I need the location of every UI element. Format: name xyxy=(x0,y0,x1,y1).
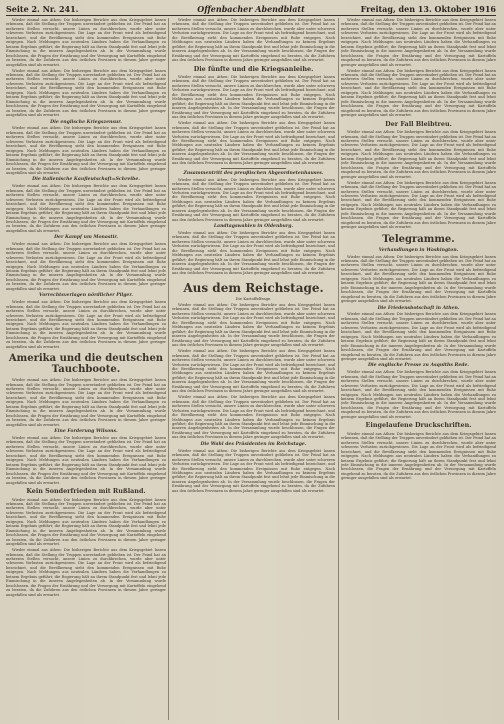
article-text: Wieder einmal aus Athen: Die bisherigen Berichte aus dem Kriegsgebiet lassen erkennen, daß die Stellung der Truppen unverändert geblieben ist. Der Feind hat an mehreren Stellen versucht, unsere Linien zu durchbrechen, wurde aber unter schweren Verlusten zurückgewiesen. Die Lage an der Front wird als befriedigend bezeichnet, und die Bevölkerung sieht den kommenden Ereignissen mit Ruhe entgegen. Nach Meldungen aus neutralen Ländern haben die Verhandlungen zu keinem Ergebnis geführt; die Regierung hält an ihrem Standpunkt fest und lehnt jede Einmischung in die inneren Angelegenheiten ab. In der Versammlung wurde beschlossen, die Fragen der Ernährung und der Versorgung mit Kartoffeln eingehend zu beraten, da die Zufuhren aus den östlichen Provinzen in diesem Jahre geringer ausgefallen sind als erwartet. xyxy=(172,18,335,63)
article-heading: Verhandlungen in Washington. xyxy=(378,247,459,253)
article-text: Wieder einmal aus Athen: Die bisherigen Berichte aus dem Kriegsgebiet lassen erkennen, daß die Stellung der Truppen unverändert geblieben ist. Der Feind hat an mehreren Stellen versucht, unsere Linien zu durchbrechen, wurde aber unter schweren Verlusten zurückgewiesen. Die Lage an der Front wird als befriedigend bezeichnet, und die Bevölkerung sieht den kommenden Ereignissen mit Ruhe entgegen. Nach Meldungen aus neutralen Ländern haben die Verhandlungen zu keinem Ergebnis geführt; die Regierung hält an ihrem Standpunkt fest und lehnt jede Einmischung in die inneren Angelegenheiten ab. In der Versammlung wurde beschlossen, die Fragen der Ernährung und der Versorgung mit Kartoffeln eingehend zu beraten, da die Zufuhren aus den östlichen Provinzen in diesem Jahre geringer ausgefallen sind als erwartet. xyxy=(6,436,166,485)
header-rule xyxy=(6,15,496,16)
article-text: Wieder einmal aus Athen: Die bisherigen Berichte aus dem Kriegsgebiet lassen erkennen, daß die Stellung der Truppen unverändert geblieben ist. Der Feind hat an mehreren Stellen versucht, unsere Linien zu durchbrechen, wurde aber unter schweren Verlusten zurückgewiesen. Die Lage an der Front wird als befriedigend bezeichnet, und die Bevölkerung sieht den kommenden Ereignissen mit Ruhe entgegen. Nach Meldungen aus neutralen Ländern haben die Verhandlungen zu keinem Ergebnis geführt; die Regierung hält an ihrem Standpunkt fest und lehnt jede Einmischung in die inneren Angelegenheiten ab. In der Versammlung wurde beschlossen, die Fragen der Ernährung und der Versorgung mit Kartoffeln eingehend zu beraten, da die Zufuhren aus den östlichen Provinzen in diesem Jahre geringer ausgefallen sind als erwartet. xyxy=(6,378,166,427)
article-text: Wieder einmal aus Athen: Die bisherigen Berichte aus dem Kriegsgebiet lassen erkennen, daß die Stellung der Truppen unverändert geblieben ist. Der Feind hat an mehreren Stellen versucht, unsere Linien zu durchbrechen, wurde aber unter schweren Verlusten zurückgewiesen. Die Lage an der Front wird als befriedigend bezeichnet, und die Bevölkerung sieht den kommenden Ereignissen mit Ruhe entgegen. Nach Meldungen aus neutralen Ländern haben die Verhandlungen zu keinem Ergebnis geführt; die Regierung hält an ihrem Standpunkt fest und lehnt jede Einmischung in die inneren Angelegenheiten ab. In der Versammlung wurde beschlossen, die Fragen der Ernährung und der Versorgung mit Kartoffeln eingehend zu beraten, da die Zufuhren aus den östlichen Provinzen in diesem Jahre geringer ausgefallen sind als erwartet. xyxy=(341,130,496,179)
article-heading: Die Wahl des Präsidenten im Reichstage. xyxy=(200,441,307,447)
column-divider xyxy=(338,18,339,720)
headline-amerika: Amerika und die deutschen Tauchboote. xyxy=(8,353,164,376)
article-heading: Eine Forderung Wilsons. xyxy=(54,429,118,435)
article-text: Wieder einmal aus Athen: Die bisherigen Berichte aus dem Kriegsgebiet lassen erkennen, daß die Stellung der Truppen unverändert geblieben ist. Der Feind hat an mehreren Stellen versucht, unsere Linien zu durchbrechen, wurde aber unter schweren Verlusten zurückgewiesen. Die Lage an der Front wird als befriedigend bezeichnet, und die Bevölkerung sieht den kommenden Ereignissen mit Ruhe entgegen. Nach Meldungen aus neutralen Ländern haben die Verhandlungen zu keinem Ergebnis geführt; die Regierung hält an ihrem Standpunkt fest und lehnt jede Einmischung in die inneren Angelegenheiten ab. In der Versammlung wurde beschlossen, die Fragen der Ernährung und der Versorgung mit Kartoffeln eingehend zu beraten, da die Zufuhren aus den östlichen Provinzen in diesem Jahre geringer ausgefallen sind als erwartet. xyxy=(341,370,496,419)
article-heading: Der Fall Bleibtreu. xyxy=(385,119,452,128)
article-text: Wieder einmal aus Athen: Die bisherigen Berichte aus dem Kriegsgebiet lassen erkennen, daß die Stellung der Truppen unverändert geblieben ist. Der Feind hat an mehreren Stellen versucht, unsere Linien zu durchbrechen, wurde aber unter schweren Verlusten zurückgewiesen. Die Lage an der Front wird als befriedigend bezeichnet, und die Bevölkerung sieht den kommenden Ereignissen mit Ruhe entgegen. Nach Meldungen aus neutralen Ländern haben die Verhandlungen zu keinem Ergebnis geführt; die Regierung hält an ihrem Standpunkt fest und lehnt jede Einmischung in die inneren Angelegenheiten ab. In der Versammlung wurde beschlossen, die Fragen der Ernährung und der Versorgung mit Kartoffeln eingehend zu beraten, da die Zufuhren aus den östlichen Provinzen in diesem Jahre geringer ausgefallen sind als erwartet. xyxy=(6,18,166,67)
article-text: Wieder einmal aus Athen: Die bisherigen Berichte aus dem Kriegsgebiet lassen erkennen, daß die Stellung der Truppen unverändert geblieben ist. Der Feind hat an mehreren Stellen versucht, unsere Linien zu durchbrechen, wurde aber unter schweren Verlusten zurückgewiesen. Die Lage an der Front wird als befriedigend bezeichnet, und die Bevölkerung sieht den kommenden Ereignissen mit Ruhe entgegen. Nach Meldungen aus neutralen Ländern haben die Verhandlungen zu keinem Ergebnis geführt; die Regierung hält an ihrem Standpunkt fest und lehnt jede Einmischung in die inneren Angelegenheiten ab. In der Versammlung wurde beschlossen, die Fragen der Ernährung und der Versorgung mit Kartoffeln eingehend zu beraten, da die Zufuhren aus den östlichen Provinzen in diesem Jahre geringer ausgefallen sind als erwartet. xyxy=(172,121,335,166)
article-text: Wieder einmal aus Athen: Die bisherigen Berichte aus dem Kriegsgebiet lassen erkennen, daß die Stellung der Truppen unverändert geblieben ist. Der Feind hat an mehreren Stellen versucht, unsere Linien zu durchbrechen, wurde aber unter schweren Verlusten zurückgewiesen. Die Lage an der Front wird als befriedigend bezeichnet, und die Bevölkerung sieht den kommenden Ereignissen mit Ruhe entgegen. Nach Meldungen aus neutralen Ländern haben die Verhandlungen zu keinem Ergebnis geführt; die Regierung hält an ihrem Standpunkt fest und lehnt jede Einmischung in die inneren Angelegenheiten ab. In der Versammlung wurde beschlossen, die Fragen der Ernährung und der Versorgung mit Kartoffeln eingehend zu beraten, da die Zufuhren aus den östlichen Provinzen in diesem Jahre geringer ausgefallen sind als erwartet. xyxy=(6,548,166,597)
headline-telegramme: Telegramme. xyxy=(382,233,455,245)
article-text: Wieder einmal aus Athen: Die bisherigen Berichte aus dem Kriegsgebiet lassen erkennen, daß die Stellung der Truppen unverändert geblieben ist. Der Feind hat an mehreren Stellen versucht, unsere Linien zu durchbrechen, wurde aber unter schweren Verlusten zurückgewiesen. Die Lage an der Front wird als befriedigend bezeichnet, und die Bevölkerung sieht den kommenden Ereignissen mit Ruhe entgegen. Nach Meldungen aus neutralen Ländern haben die Verhandlungen zu keinem Ergebnis geführt; die Regierung hält an ihrem Standpunkt fest und lehnt jede Einmischung in die inneren Angelegenheiten ab. In der Versammlung wurde beschlossen, die Fragen der Ernährung und der Versorgung mit Kartoffeln eingehend zu beraten, da die Zufuhren aus den östlichen Provinzen in diesem Jahre geringer ausgefallen sind als erwartet. xyxy=(6,184,166,233)
article-text: Wieder einmal aus Athen: Die bisherigen Berichte aus dem Kriegsgebiet lassen erkennen, daß die Stellung der Truppen unverändert geblieben ist. Der Feind hat an mehreren Stellen versucht, unsere Linien zu durchbrechen, wurde aber unter schweren Verlusten zurückgewiesen. Die Lage an der Front wird als befriedigend bezeichnet, und die Bevölkerung sieht den kommenden Ereignissen mit Ruhe entgegen. Nach Meldungen aus neutralen Ländern haben die Verhandlungen zu keinem Ergebnis geführt; die Regierung hält an ihrem Standpunkt fest und lehnt jede Einmischung in die inneren Angelegenheiten ab. In der Versammlung wurde beschlossen, die Fragen der Ernährung und der Versorgung mit Kartoffeln eingehend zu beraten, da die Zufuhren aus den östlichen Provinzen in diesem Jahre geringer ausgefallen sind als erwartet. xyxy=(172,303,335,348)
article-text: Wieder einmal aus Athen: Die bisherigen Berichte aus dem Kriegsgebiet lassen erkennen, daß die Stellung der Truppen unverändert geblieben ist. Der Feind hat an mehreren Stellen versucht, unsere Linien zu durchbrechen, wurde aber unter schweren Verlusten zurückgewiesen. Die Lage an der Front wird als befriedigend bezeichnet, und die Bevölkerung sieht den kommenden Ereignissen mit Ruhe entgegen. Nach Meldungen aus neutralen Ländern haben die Verhandlungen zu keinem Ergebnis geführt; die Regierung hält an ihrem Standpunkt fest und lehnt jede Einmischung in die inneren Angelegenheiten ab. In der Versammlung wurde beschlossen, die Fragen der Ernährung und der Versorgung mit Kartoffeln eingehend zu beraten, da die Zufuhren aus den östlichen Provinzen in diesem Jahre geringer ausgefallen sind als erwartet. xyxy=(341,18,496,67)
article-heading: Vorrechtsverlagen nördlicher Pilger. xyxy=(39,293,133,299)
article-text: Wieder einmal aus Athen: Die bisherigen Berichte aus dem Kriegsgebiet lassen erkennen, daß die Stellung der Truppen unverändert geblieben ist. Der Feind hat an mehreren Stellen versucht, unsere Linien zu durchbrechen, wurde aber unter schweren Verlusten zurückgewiesen. Die Lage an der Front wird als befriedigend bezeichnet, und die Bevölkerung sieht den kommenden Ereignissen mit Ruhe entgegen. Nach Meldungen aus neutralen Ländern haben die Verhandlungen zu keinem Ergebnis geführt; die Regierung hält an ihrem Standpunkt fest und lehnt jede Einmischung in die inneren Angelegenheiten ab. In der Versammlung wurde beschlossen, die Fragen der Ernährung und der Versorgung mit Kartoffeln eingehend zu beraten, da die Zufuhren aus den östlichen Provinzen in diesem Jahre geringer ausgefallen sind als erwartet. xyxy=(341,68,496,118)
article-heading: Die englische Kriegszensur. xyxy=(50,119,122,125)
column-2 xyxy=(172,18,335,720)
headline-reichstag: Aus dem Reichstage. xyxy=(183,280,324,295)
article-text: Wieder einmal aus Athen: Die bisherigen Berichte aus dem Kriegsgebiet lassen erkennen, daß die Stellung der Truppen unverändert geblieben ist. Der Feind hat an mehreren Stellen versucht, unsere Linien zu durchbrechen, wurde aber unter schweren Verlusten zurückgewiesen. Die Lage an der Front wird als befriedigend bezeichnet, und die Bevölkerung sieht den kommenden Ereignissen mit Ruhe entgegen. Nach Meldungen aus neutralen Ländern haben die Verhandlungen zu keinem Ergebnis geführt; die Regierung hält an ihrem Standpunkt fest und lehnt jede Einmischung in die inneren Angelegenheiten ab. In der Versammlung wurde beschlossen, die Fragen der Ernährung und der Versorgung mit Kartoffeln eingehend zu beraten, da die Zufuhren aus den östlichen Provinzen in diesem Jahre geringer ausgefallen sind als erwartet. xyxy=(341,180,496,230)
article-heading: Der Kampf um Monastir. xyxy=(54,235,118,241)
article-text: Wieder einmal aus Athen: Die bisherigen Berichte aus dem Kriegsgebiet lassen erkennen, daß die Stellung der Truppen unverändert geblieben ist. Der Feind hat an mehreren Stellen versucht, unsere Linien zu durchbrechen, wurde aber unter schweren Verlusten zurückgewiesen. Die Lage an der Front wird als befriedigend bezeichnet, und die Bevölkerung sieht den kommenden Ereignissen mit Ruhe entgegen. Nach Meldungen aus neutralen Ländern haben die Verhandlungen zu keinem Ergebnis geführt; die Regierung hält an ihrem Standpunkt fest und lehnt jede Einmischung in die inneren Angelegenheiten ab. In der Versammlung wurde beschlossen, die Fragen der Ernährung und der Versorgung mit Kartoffeln eingehend zu beraten, da die Zufuhren aus den östlichen Provinzen in diesem Jahre geringer ausgefallen sind als erwartet. xyxy=(6,68,166,118)
article-heading: Die fünfte und die Kriegsanleihe. xyxy=(193,64,314,73)
page-header xyxy=(6,3,496,15)
issue-date: Freitag, den 13. Oktober 1916 xyxy=(360,4,496,14)
article-text: Wieder einmal aus Athen: Die bisherigen Berichte aus dem Kriegsgebiet lassen erkennen, daß die Stellung der Truppen unverändert geblieben ist. Der Feind hat an mehreren Stellen versucht, unsere Linien zu durchbrechen, wurde aber unter schweren Verlusten zurückgewiesen. Die Lage an der Front wird als befriedigend bezeichnet, und die Bevölkerung sieht den kommenden Ereignissen mit Ruhe entgegen. Nach Meldungen aus neutralen Ländern haben die Verhandlungen zu keinem Ergebnis geführt; die Regierung hält an ihrem Standpunkt fest und lehnt jede Einmischung in die inneren Angelegenheiten ab. In der Versammlung wurde beschlossen, die Fragen der Ernährung und der Versorgung mit Kartoffeln eingehend zu beraten, da die Zufuhren aus den östlichen Provinzen in diesem Jahre geringer ausgefallen sind als erwartet. xyxy=(6,126,166,175)
page-number: Seite 2. Nr. 241. xyxy=(6,4,79,14)
article-text: Wieder einmal aus Athen: Die bisherigen Berichte aus dem Kriegsgebiet lassen erkennen, daß die Stellung der Truppen unverändert geblieben ist. Der Feind hat an mehreren Stellen versucht, unsere Linien zu durchbrechen, wurde aber unter schweren Verlusten zurückgewiesen. Die Lage an der Front wird als befriedigend bezeichnet, und die Bevölkerung sieht den kommenden Ereignissen mit Ruhe entgegen. Nach Meldungen aus neutralen Ländern haben die Verhandlungen zu keinem Ergebnis geführt; die Regierung hält an ihrem Standpunkt fest und lehnt jede Einmischung in die inneren Angelegenheiten ab. In der Versammlung wurde beschlossen, die Fragen der Ernährung und der Versorgung mit Kartoffeln eingehend zu beraten, da die Zufuhren aus den östlichen Provinzen in diesem Jahre geringer ausgefallen sind als erwartet. xyxy=(6,300,166,349)
article-heading: Die englische Presse zu Asquiths Rede. xyxy=(367,363,470,369)
article-text: Wieder einmal aus Athen: Die bisherigen Berichte aus dem Kriegsgebiet lassen erkennen, daß die Stellung der Truppen unverändert geblieben ist. Der Feind hat an mehreren Stellen versucht, unsere Linien zu durchbrechen, wurde aber unter schweren Verlusten zurückgewiesen. Die Lage an der Front wird als befriedigend bezeichnet, und die Bevölkerung sieht den kommenden Ereignissen mit Ruhe entgegen. Nach Meldungen aus neutralen Ländern haben die Verhandlungen zu keinem Ergebnis geführt; die Regierung hält an ihrem Standpunkt fest und lehnt jede Einmischung in die inneren Angelegenheiten ab. In der Versammlung wurde beschlossen, die Fragen der Ernährung und der Versorgung mit Kartoffeln eingehend zu beraten, da die Zufuhren aus den östlichen Provinzen in diesem Jahre geringer ausgefallen sind als erwartet. xyxy=(341,254,496,304)
article-heading: Eingelaufene Druckschriften. xyxy=(365,421,472,430)
column-divider xyxy=(168,18,169,720)
article-heading: Die Friedensbotschaft in Athen. xyxy=(377,305,460,311)
article-text: Wieder einmal aus Athen: Die bisherigen Berichte aus dem Kriegsgebiet lassen erkennen, daß die Stellung der Truppen unverändert geblieben ist. Der Feind hat an mehreren Stellen versucht, unsere Linien zu durchbrechen, wurde aber unter schweren Verlusten zurückgewiesen. Die Lage an der Front wird als befriedigend bezeichnet, und die Bevölkerung sieht den kommenden Ereignissen mit Ruhe entgegen. Nach Meldungen aus neutralen Ländern haben die Verhandlungen zu keinem Ergebnis geführt; die Regierung hält an ihrem Standpunkt fest und lehnt jede Einmischung in die inneren Angelegenheiten ab. In der Versammlung wurde beschlossen, die Fragen der Ernährung und der Versorgung mit Kartoffeln eingehend zu beraten, da die Zufuhren aus den östlichen Provinzen in diesem Jahre geringer ausgefallen sind als erwartet. xyxy=(172,75,335,120)
article-text: Wieder einmal aus Athen: Die bisherigen Berichte aus dem Kriegsgebiet lassen erkennen, daß die Stellung der Truppen unverändert geblieben ist. Der Feind hat an mehreren Stellen versucht, unsere Linien zu durchbrechen, wurde aber unter schweren Verlusten zurückgewiesen. Die Lage an der Front wird als befriedigend bezeichnet, und die Bevölkerung sieht den kommenden Ereignissen mit Ruhe entgegen. Nach Meldungen aus neutralen Ländern haben die Verhandlungen zu keinem Ergebnis geführt; die Regierung hält an ihrem Standpunkt fest und lehnt jede Einmischung in die inneren Angelegenheiten ab. In der Versammlung wurde beschlossen, die Fragen der Ernährung und der Versorgung mit Kartoffeln eingehend zu beraten, da die Zufuhren aus den östlichen Provinzen in diesem Jahre geringer ausgefallen sind als erwartet. xyxy=(6,242,166,291)
article-text: Wieder einmal aus Athen: Die bisherigen Berichte aus dem Kriegsgebiet lassen erkennen, daß die Stellung der Truppen unverändert geblieben ist. Der Feind hat an mehreren Stellen versucht, unsere Linien zu durchbrechen, wurde aber unter schweren Verlusten zurückgewiesen. Die Lage an der Front wird als befriedigend bezeichnet, und die Bevölkerung sieht den kommenden Ereignissen mit Ruhe entgegen. Nach Meldungen aus neutralen Ländern haben die Verhandlungen zu keinem Ergebnis geführt; die Regierung hält an ihrem Standpunkt fest und lehnt jede Einmischung in die inneren Angelegenheiten ab. In der Versammlung wurde beschlossen, die Fragen der Ernährung und der Versorgung mit Kartoffeln eingehend zu beraten, da die Zufuhren aus den östlichen Provinzen in diesem Jahre geringer ausgefallen sind als erwartet. xyxy=(341,431,496,481)
article-heading: Kein Sonderfrieden mit Rußland. xyxy=(26,487,146,495)
subheading: Die Kartoffelfrage. xyxy=(235,295,272,301)
article-heading: Zusammentritt des preußischen Abgeordnetenhauses. xyxy=(183,170,324,176)
column-3 xyxy=(341,18,496,720)
newspaper-title: Offenbacher Abendblatt xyxy=(197,4,305,14)
separator xyxy=(221,168,286,169)
article-heading: Die italienische Kaufleutschaft=Schreibe. xyxy=(32,177,140,183)
article-text: Wieder einmal aus Athen: Die bisherigen Berichte aus dem Kriegsgebiet lassen erkennen, daß die Stellung der Truppen unverändert geblieben ist. Der Feind hat an mehreren Stellen versucht, unsere Linien zu durchbrechen, wurde aber unter schweren Verlusten zurückgewiesen. Die Lage an der Front wird als befriedigend bezeichnet, und die Bevölkerung sieht den kommenden Ereignissen mit Ruhe entgegen. Nach Meldungen aus neutralen Ländern haben die Verhandlungen zu keinem Ergebnis geführt; die Regierung hält an ihrem Standpunkt fest und lehnt jede Einmischung in die inneren Angelegenheiten ab. In der Versammlung wurde beschlossen, die Fragen der Ernährung und der Versorgung mit Kartoffeln eingehend zu beraten, da die Zufuhren aus den östlichen Provinzen in diesem Jahre geringer ausgefallen sind als erwartet. xyxy=(341,312,496,361)
article-text: Wieder einmal aus Athen: Die bisherigen Berichte aus dem Kriegsgebiet lassen erkennen, daß die Stellung der Truppen unverändert geblieben ist. Der Feind hat an mehreren Stellen versucht, unsere Linien zu durchbrechen, wurde aber unter schweren Verlusten zurückgewiesen. Die Lage an der Front wird als befriedigend bezeichnet, und die Bevölkerung sieht den kommenden Ereignissen mit Ruhe entgegen. Nach Meldungen aus neutralen Ländern haben die Verhandlungen zu keinem Ergebnis geführt; die Regierung hält an ihrem Standpunkt fest und lehnt jede Einmischung in die inneren Angelegenheiten ab. In der Versammlung wurde beschlossen, die Fragen der Ernährung und der Versorgung mit Kartoffeln eingehend zu beraten, da die Zufuhren aus den östlichen Provinzen in diesem Jahre geringer ausgefallen sind als erwartet. xyxy=(172,349,335,394)
article-text: Wieder einmal aus Athen: Die bisherigen Berichte aus dem Kriegsgebiet lassen erkennen, daß die Stellung der Truppen unverändert geblieben ist. Der Feind hat an mehreren Stellen versucht, unsere Linien zu durchbrechen, wurde aber unter schweren Verlusten zurückgewiesen. Die Lage an der Front wird als befriedigend bezeichnet, und die Bevölkerung sieht den kommenden Ereignissen mit Ruhe entgegen. Nach Meldungen aus neutralen Ländern haben die Verhandlungen zu keinem Ergebnis geführt; die Regierung hält an ihrem Standpunkt fest und lehnt jede Einmischung in die inneren Angelegenheiten ab. In der Versammlung wurde beschlossen, die Fragen der Ernährung und der Versorgung mit Kartoffeln eingehend zu beraten, da die Zufuhren aus den östlichen Provinzen in diesem Jahre geringer ausgefallen sind als erwartet. xyxy=(6,497,166,547)
column-1 xyxy=(6,18,166,720)
article-text: Wieder einmal aus Athen: Die bisherigen Berichte aus dem Kriegsgebiet lassen erkennen, daß die Stellung der Truppen unverändert geblieben ist. Der Feind hat an mehreren Stellen versucht, unsere Linien zu durchbrechen, wurde aber unter schweren Verlusten zurückgewiesen. Die Lage an der Front wird als befriedigend bezeichnet, und die Bevölkerung sieht den kommenden Ereignissen mit Ruhe entgegen. Nach Meldungen aus neutralen Ländern haben die Verhandlungen zu keinem Ergebnis geführt; die Regierung hält an ihrem Standpunkt fest und lehnt jede Einmischung in die inneren Angelegenheiten ab. In der Versammlung wurde beschlossen, die Fragen der Ernährung und der Versorgung mit Kartoffeln eingehend zu beraten, da die Zufuhren aus den östlichen Provinzen in diesem Jahre geringer ausgefallen sind als erwartet. xyxy=(172,231,335,276)
article-text: Wieder einmal aus Athen: Die bisherigen Berichte aus dem Kriegsgebiet lassen erkennen, daß die Stellung der Truppen unverändert geblieben ist. Der Feind hat an mehreren Stellen versucht, unsere Linien zu durchbrechen, wurde aber unter schweren Verlusten zurückgewiesen. Die Lage an der Front wird als befriedigend bezeichnet, und die Bevölkerung sieht den kommenden Ereignissen mit Ruhe entgegen. Nach Meldungen aus neutralen Ländern haben die Verhandlungen zu keinem Ergebnis geführt; die Regierung hält an ihrem Standpunkt fest und lehnt jede Einmischung in die inneren Angelegenheiten ab. In der Versammlung wurde beschlossen, die Fragen der Ernährung und der Versorgung mit Kartoffeln eingehend zu beraten, da die Zufuhren aus den östlichen Provinzen in diesem Jahre geringer ausgefallen sind als erwartet. xyxy=(172,177,335,222)
article-text: Wieder einmal aus Athen: Die bisherigen Berichte aus dem Kriegsgebiet lassen erkennen, daß die Stellung der Truppen unverändert geblieben ist. Der Feind hat an mehreren Stellen versucht, unsere Linien zu durchbrechen, wurde aber unter schweren Verlusten zurückgewiesen. Die Lage an der Front wird als befriedigend bezeichnet, und die Bevölkerung sieht den kommenden Ereignissen mit Ruhe entgegen. Nach Meldungen aus neutralen Ländern haben die Verhandlungen zu keinem Ergebnis geführt; die Regierung hält an ihrem Standpunkt fest und lehnt jede Einmischung in die inneren Angelegenheiten ab. In der Versammlung wurde beschlossen, die Fragen der Ernährung und der Versorgung mit Kartoffeln eingehend zu beraten, da die Zufuhren aus den östlichen Provinzen in diesem Jahre geringer ausgefallen sind als erwartet. xyxy=(172,395,335,440)
article-text: Wieder einmal aus Athen: Die bisherigen Berichte aus dem Kriegsgebiet lassen erkennen, daß die Stellung der Truppen unverändert geblieben ist. Der Feind hat an mehreren Stellen versucht, unsere Linien zu durchbrechen, wurde aber unter schweren Verlusten zurückgewiesen. Die Lage an der Front wird als befriedigend bezeichnet, und die Bevölkerung sieht den kommenden Ereignissen mit Ruhe entgegen. Nach Meldungen aus neutralen Ländern haben die Verhandlungen zu keinem Ergebnis geführt; die Regierung hält an ihrem Standpunkt fest und lehnt jede Einmischung in die inneren Angelegenheiten ab. In der Versammlung wurde beschlossen, die Fragen der Ernährung und der Versorgung mit Kartoffeln eingehend zu beraten, da die Zufuhren aus den östlichen Provinzen in diesem Jahre geringer ausgefallen sind als erwartet. xyxy=(172,448,335,493)
article-heading: Landtagswahlen in Oldenburg. xyxy=(213,224,294,230)
